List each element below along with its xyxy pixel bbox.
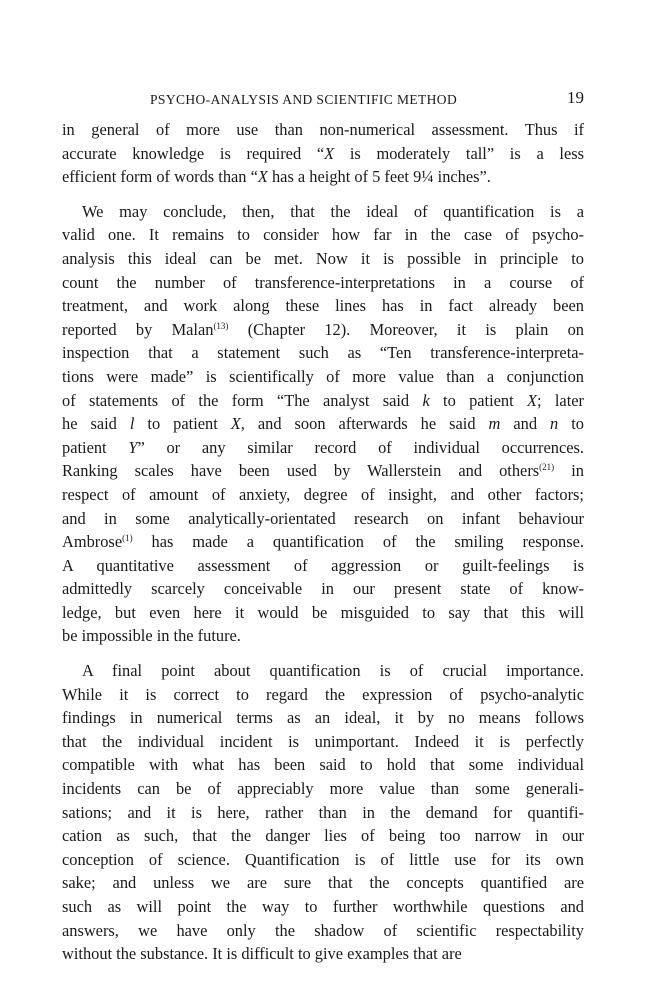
text-line: tions were made” is scientifically of more value than a conjunction [62, 366, 584, 386]
text-line: answers, we have only the shadow of scientific respectability [62, 920, 584, 940]
text-line: respect of amount of anxiety, degree of insight, and other factors; [62, 484, 584, 504]
text-line: conception of science. Quantification is of little use for its own [62, 849, 584, 869]
text-line: We may conclude, then, that the ideal of quantification is a [82, 201, 584, 221]
text-line: of statements of the form “The analyst said k to patient X; later [62, 390, 584, 410]
text-line: incidents can be of appreciably more value than some generali- [62, 779, 584, 799]
text-line: accurate knowledge is required “X is moderately tall” is a less [62, 143, 584, 163]
page-header [62, 84, 584, 118]
text-line: cation as such, that the danger lies of being too narrow in our [62, 826, 584, 846]
citation-marker: (1) [122, 533, 133, 544]
paragraph [62, 118, 584, 189]
text-line: findings in numerical terms as an ideal, it by no means follows [62, 708, 584, 728]
text-line: without the substance. It is difficult to give examples that are [62, 944, 462, 964]
text-line: inspection that a statement such as “Ten transference-interpreta- [62, 343, 584, 363]
text-line: he said l to patient X, and soon afterwards he said m and n to [62, 414, 584, 434]
text-line: efficient form of words than “X has a height of 5 feet 9¼ inches”. [62, 167, 491, 187]
text-line: be impossible in the future. [62, 626, 241, 646]
text-line: admittedly scarcely conceivable in our present state of know- [62, 579, 584, 599]
text-line: A quantitative assessment of aggression or guilt-feelings is [62, 555, 584, 575]
paragraph [62, 659, 584, 966]
text-line: sations; and it is here, rather than in the demand for quantifi- [62, 802, 584, 822]
text-line: Ranking scales have been used by Wallerstein and others$^{(21)}$ in [62, 461, 584, 481]
text-line: such as will point the way to further worthwhile questions and [62, 897, 584, 916]
book-page [62, 84, 584, 966]
text-line: analysis this ideal can be met. Now it is possible in principle to [62, 248, 584, 268]
text-line: ledge, but even here it would be misguided to say that this will [62, 602, 584, 622]
citation-marker: (21) [539, 462, 555, 473]
body-text [62, 118, 584, 966]
text-line: in general of more use than non-numerical assessment. Thus if [62, 120, 584, 139]
citation-marker: (13) [213, 320, 229, 331]
text-line: compatible with what has been said to hold that some individual [62, 755, 584, 775]
text-line: count the number of transference-interpretations in a course of [62, 272, 584, 292]
text-line: sake; and unless we are sure that the concepts quantified are [62, 873, 584, 893]
text-line: valid one. It remains to consider how far in the case of psycho- [62, 225, 584, 245]
text-line: and in some analytically-orientated research on infant behaviour [62, 508, 584, 528]
text-line: patient Y” or any similar record of individual occurrences. [62, 437, 585, 457]
text-line: that the individual incident is unimportant. Indeed it is perfectly [62, 731, 584, 751]
text-line: Ambrose$^{(1)}$ has made a quantification of the smiling response. [62, 532, 584, 552]
text-line: reported by Malan$^{(13)}$ (Chapter 12). Moreover, it is plain on [62, 319, 584, 339]
page-number: 19 [567, 88, 584, 107]
text-line: treatment, and work along these lines has in fact already been [62, 296, 584, 316]
text-line: A final point about quantification is of crucial importance. [82, 661, 584, 681]
paragraph [62, 200, 584, 648]
text-line: While it is correct to regard the expression of psycho-analytic [62, 684, 584, 704]
running-title: PSYCHO-ANALYSIS AND SCIENTIFIC METHOD [150, 92, 458, 107]
